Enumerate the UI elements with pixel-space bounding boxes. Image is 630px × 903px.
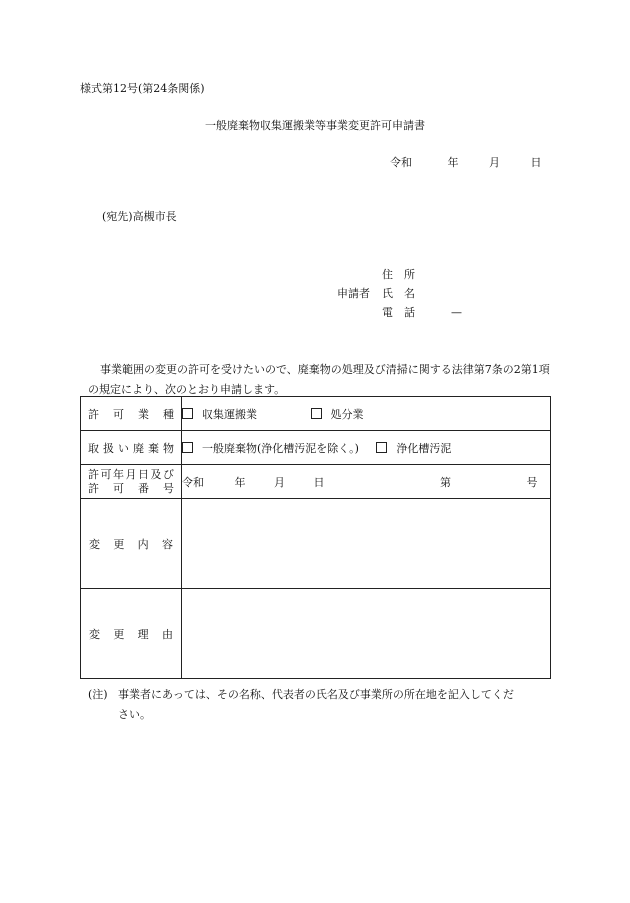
note-text-line1: 事業者にあっては、その名称、代表者の氏名及び事業所の所在地を記入してくだ [118, 688, 514, 701]
change-reason-field[interactable] [182, 589, 551, 679]
table-row-permit-type [81, 397, 551, 431]
label-permit-number: 許 可 番 号 [88, 481, 174, 495]
footnote [88, 685, 550, 725]
date-year: 年 [447, 156, 459, 169]
label-change-reason: 変 更 理 由 [89, 627, 173, 641]
checkbox-icon [182, 408, 193, 419]
label-permit-date: 許 可 年 月 日 及 び [88, 467, 174, 481]
application-statement: 事業範囲の変更の許可を受けたいので、廃棄物の処理及び清掃に関する法律第7条の2第1項の規定により、次のとおり申請します。 [88, 363, 550, 396]
application-table [80, 396, 551, 679]
document-title: 一般廃棄物収集運搬業等事業変更許可申請書 [205, 119, 425, 132]
table-row-permit-date-number [81, 465, 551, 499]
applicant-name-label: 氏 名 [382, 287, 415, 300]
note-text-line2: さい。 [118, 708, 151, 721]
applicant-label: 申請者 [337, 287, 370, 300]
application-date [390, 156, 542, 170]
table-row-change-content [81, 499, 551, 589]
applicant-phone-label: 電 話 [382, 306, 415, 319]
note-head: (注) [88, 688, 108, 701]
checkbox-icon [182, 442, 193, 453]
date-month: 月 [489, 156, 500, 169]
label-change-content: 変 更 内 容 [89, 537, 173, 551]
checkbox-collection-transport[interactable]: 収集運搬業 [182, 406, 257, 422]
addressee: (宛先)高槻市長 [102, 210, 177, 223]
applicant-address-label: 住 所 [382, 268, 415, 281]
checkbox-general-waste[interactable]: 一般廃棄物(浄化槽汚泥を除く。) [182, 440, 359, 456]
change-content-field[interactable] [182, 499, 551, 589]
checkbox-icon [311, 408, 322, 419]
table-row-waste-type [81, 431, 551, 465]
date-day: 日 [530, 156, 542, 169]
date-era: 令和 [390, 156, 412, 169]
form-number: 様式第12号(第24条関係) [80, 82, 205, 95]
phone-dash: — [451, 306, 462, 319]
permit-date-number-field[interactable]: 令和 年 月 日 第 号 [182, 465, 551, 499]
checkbox-disposal[interactable]: 処分業 [311, 406, 364, 422]
table-row-change-reason [81, 589, 551, 679]
label-waste-type: 取 扱 い 廃 棄 物 [88, 441, 174, 455]
label-permit-type: 許 可 業 種 [88, 407, 174, 421]
checkbox-septic-sludge[interactable]: 浄化槽汚泥 [376, 440, 451, 456]
checkbox-icon [376, 442, 387, 453]
